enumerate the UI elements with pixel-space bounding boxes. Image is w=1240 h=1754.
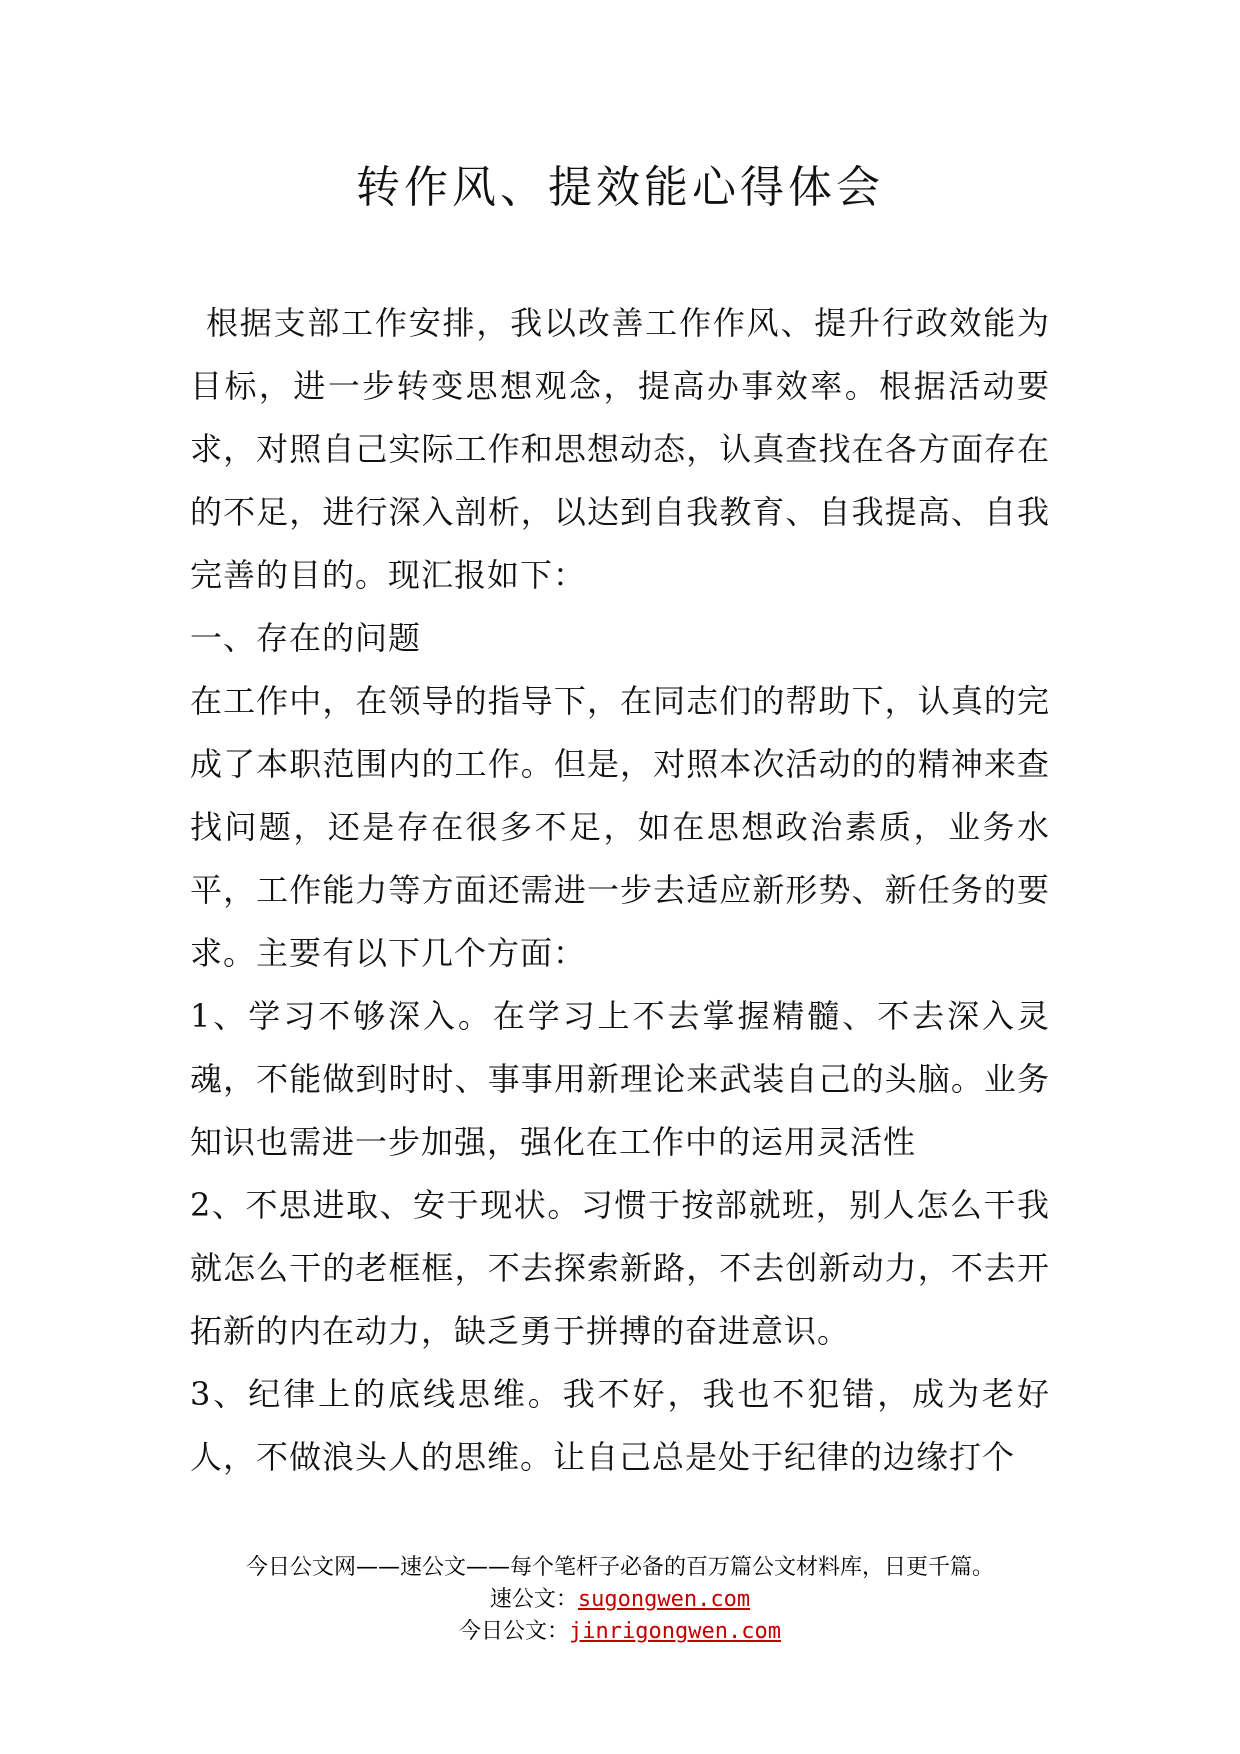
footer-slogan: 今日公文网——速公文——每个笔杆子必备的百万篇公文材料库，日更千篇。 xyxy=(245,1555,994,1580)
footer-sugongwen xyxy=(0,1584,1240,1616)
document-body xyxy=(190,292,1050,1489)
footer-sugongwen-label: 速公文： xyxy=(489,1587,578,1612)
paragraph-item-1: 1、学习不够深入。在学习上不去掌握精髓、不去深入灵魂，不能做到时时、事事用新理论来武装自己的头脑。业务知识也需进一步加强，强化在工作中的运用灵活性 xyxy=(190,997,1050,1161)
paragraph-item-3: 3、纪律上的底线思维。我不好，我也不犯错，成为老好人，不做浪头人的思维。让自己总是处于纪律的边缘打个 xyxy=(190,1375,1050,1476)
footer-jinrigongwen-label: 今日公文： xyxy=(459,1619,570,1644)
paragraph-intro: 根据支部工作安排，我以改善工作作风、提升行政效能为目标，进一步转变思想观念，提高办事效率。根据活动要求，对照自己实际工作和思想动态，认真查找在各方面存在的不足，进行深入剖析，以达到自我教育、自我提高、自我完善的目的。现汇报如下： xyxy=(190,304,1050,594)
sugongwen-link[interactable]: sugongwen.com xyxy=(577,1587,751,1612)
page-footer xyxy=(0,1552,1240,1648)
footer-jinrigongwen xyxy=(0,1616,1240,1648)
jinrigongwen-link[interactable]: jinrigongwen.com xyxy=(569,1619,781,1644)
section-heading-problems: 一、存在的问题 xyxy=(190,619,422,657)
document-title: 转作风、提效能心得体会 xyxy=(356,162,884,213)
paragraph-item-2: 2、不思进取、安于现状。习惯于按部就班，别人怎么干我就怎么干的老框框，不去探索新路，不去创新动力，不去开拓新的内在动力，缺乏勇于拼搏的奋进意识。 xyxy=(190,1186,1050,1350)
paragraph-overview: 在工作中，在领导的指导下，在同志们的帮助下，认真的完成了本职范围内的工作。但是，对照本次活动的的精神来查找问题，还是存在很多不足，如在思想政治素质，业务水平，工作能力等方面还需进一步去适应新形势、新任务的要求。主要有以下几个方面： xyxy=(190,682,1050,972)
